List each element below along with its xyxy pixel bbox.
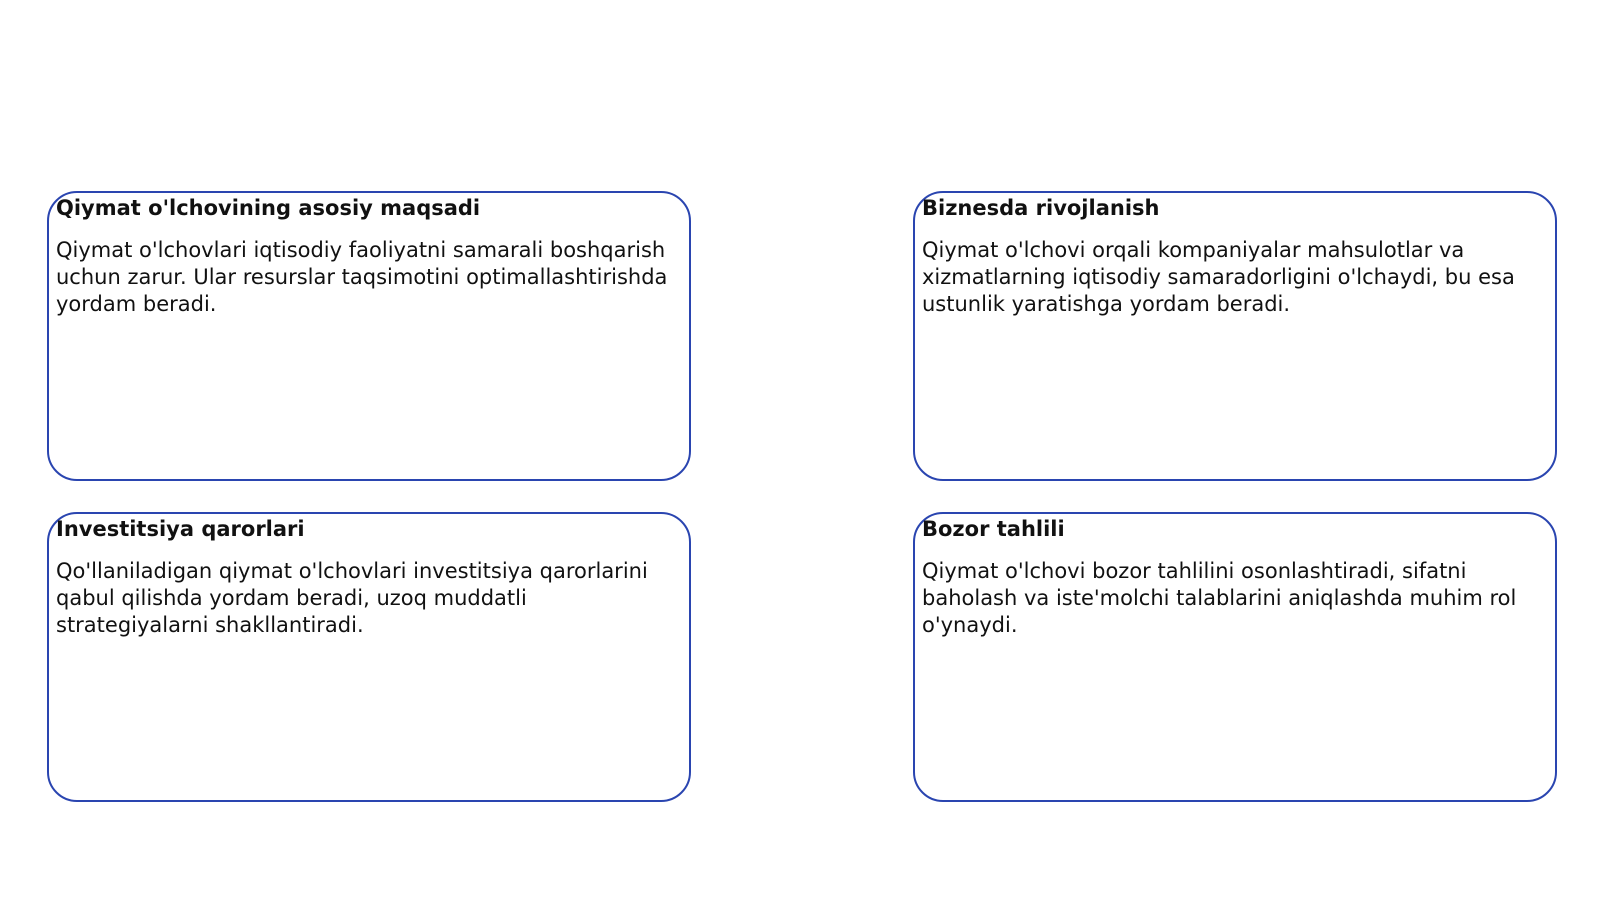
card-investment-decisions <box>47 512 691 802</box>
card-text: Qiymat o'lchovi orqali kompaniyalar mahsulotlar va xizmatlarning iqtisodiy samaradorligini o'lchaydi, bu esa ustunlik yaratishga yordam beradi. <box>922 238 1515 316</box>
card-business-development <box>913 191 1557 481</box>
card-market-analysis <box>913 512 1557 802</box>
card-text: Qiymat o'lchovlari iqtisodiy faoliyatni samarali boshqarish uchun zarur. Ular resurslar taqsimotini optimallashtirishda yordam beradi. <box>56 238 668 316</box>
card-title: Qiymat o'lchovining asosiy maqsadi <box>56 196 481 220</box>
card-title: Investitsiya qarorlari <box>56 517 305 541</box>
card-title: Biznesda rivojlanish <box>922 196 1160 220</box>
card-text: Qo'llaniladigan qiymat o'lchovlari investitsiya qarorlarini qabul qilishda yordam beradi, uzoq muddatli strategiyalarni shakllantiradi. <box>56 559 648 637</box>
card-title: Bozor tahlili <box>922 517 1065 541</box>
card-main-purpose <box>47 191 691 481</box>
card-text: Qiymat o'lchovi bozor tahlilini osonlashtiradi, sifatni baholash va iste'molchi talablarini aniqlashda muhim rol o'ynaydi. <box>922 559 1517 637</box>
